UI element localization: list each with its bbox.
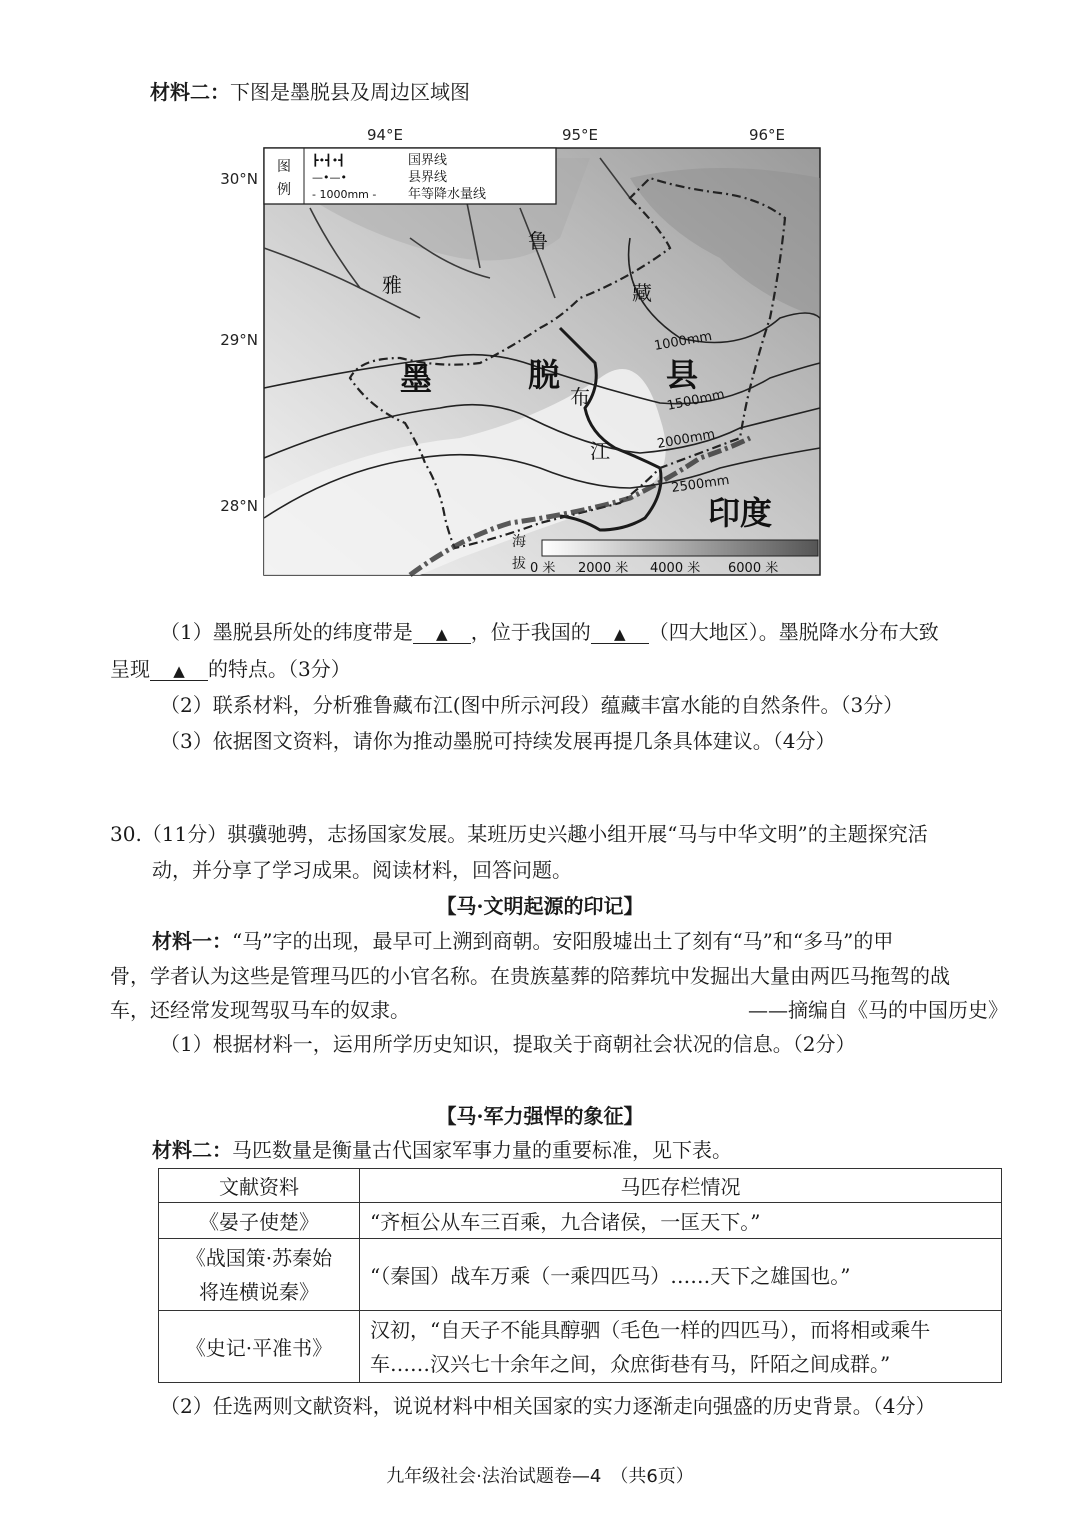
source-line: 《史记·平准书》 xyxy=(185,1336,333,1360)
q29-sub3: （3）依据图文资料，请你为推动墨脱可持续发展再提几条具体建议。（4分） xyxy=(160,729,836,753)
legend-symbol-isohyet: - 1000mm - xyxy=(312,188,377,201)
lon-label-94: 94°E xyxy=(366,126,404,144)
material2-history-label: 材料二： xyxy=(152,1138,232,1162)
map-legend xyxy=(264,148,556,204)
q30-intro-line1: 30.（11分）骐骥驰骋，志扬国家发展。某班历史兴趣小组开展“马与中华文明”的主题探究活 xyxy=(110,822,928,846)
elevation-tick-6000: 6000 米 xyxy=(728,561,779,576)
label-tuo: 脱 xyxy=(528,356,561,394)
content-line: 车……汉兴七十余年之间，众庶街巷有马，阡陌之间成群。” xyxy=(370,1351,891,1376)
isohyet-label-2500: 2500mm xyxy=(670,472,731,496)
label-xian: 县 xyxy=(666,356,699,394)
source-line: 《晏子使楚》 xyxy=(199,1210,319,1234)
q29-sub2: （2）联系材料，分析雅鲁藏布江(图中所示河段）蕴藏丰富水能的自然条件。（3分） xyxy=(160,693,904,717)
legend-label-county: 县界线 xyxy=(408,170,448,185)
material2-history-text: 马匹数量是衡量古代国家军事力量的重要标准，见下表。 xyxy=(232,1138,732,1162)
material2-label: 材料二： xyxy=(150,80,230,104)
elevation-tick-0: 0 米 xyxy=(530,561,556,576)
elevation-tick-2000: 2000 米 xyxy=(578,561,629,576)
lat-label-28: 28°N xyxy=(220,497,258,515)
lon-label-95: 95°E xyxy=(561,126,599,144)
source-line: 将连横说秦》 xyxy=(199,1279,319,1304)
material1-line2: 骨，学者认为这些是管理马匹的小官名称。在贵族墓葬的陪葬坑中发掘出大量由两匹马拖驾的战 xyxy=(110,964,950,988)
table-cell-source xyxy=(159,1311,360,1383)
table-cell-content xyxy=(360,1203,1002,1239)
q30-intro-line2: 动，并分享了学习成果。阅读材料，回答问题。 xyxy=(152,858,572,882)
answer-blank-region[interactable]: ▲ xyxy=(591,625,649,644)
label-mo: 墨 xyxy=(400,360,433,398)
legend-symbol-county: —•—• xyxy=(312,171,347,184)
isohyet-label-2000: 2000mm xyxy=(656,427,717,452)
section1-title: 【马·文明起源的印记】 xyxy=(436,894,644,918)
label-bu: 布 xyxy=(570,385,590,409)
isohyet-label-1000: 1000mm xyxy=(653,329,714,354)
answer-blank-latitude[interactable]: ▲ xyxy=(413,625,471,644)
q29-sub1-text-b: ，位于我国的 xyxy=(470,620,591,644)
q29-sub1-text-e: 的特点。（3分） xyxy=(208,657,351,681)
isohyet-label-1500: 1500mm xyxy=(665,387,726,414)
label-zang: 藏 xyxy=(632,281,652,305)
section2-title: 【马·军力强悍的象征】 xyxy=(436,1104,644,1128)
answer-blank-precipitation[interactable]: ▲ xyxy=(150,662,208,681)
material1-line3: 车，还经常发现驾驭马车的奴隶。 xyxy=(110,998,410,1022)
material2-text: 下图是墨脱县及周边区域图 xyxy=(230,80,470,104)
legend-label-national: 国界线 xyxy=(408,153,448,168)
elevation-gradient-bar xyxy=(542,540,818,556)
label-jiang: 江 xyxy=(590,439,610,463)
content-line: “（秦国）战车万乘（一乘四匹马）……天下之雄国也。” xyxy=(370,1264,851,1288)
legend-symbol-national: ┣•┫•┫ xyxy=(312,154,345,167)
table-header-source: 文献资料 xyxy=(159,1169,360,1203)
table-cell-source xyxy=(159,1203,360,1239)
material2-history-line xyxy=(152,1136,732,1164)
q30-sub1: （1）根据材料一，运用所学历史知识，提取关于商朝社会状况的信息。（2分） xyxy=(160,1032,856,1056)
content-line: 汉初，“自天子不能具醇驷（毛色一样的四匹马），而将相或乘牛 xyxy=(370,1317,931,1342)
table-header-content: 马匹存栏情况 xyxy=(360,1169,1002,1203)
table-row xyxy=(159,1311,1002,1383)
elevation-tick-4000: 4000 米 xyxy=(650,561,701,576)
material1-line1 xyxy=(152,927,893,955)
label-ya: 雅 xyxy=(382,273,402,297)
q30-sub2: （2）任选两则文献资料，说说材料中相关国家的实力逐渐走向强盛的历史背景。（4分） xyxy=(160,1394,936,1418)
q29-sub1-line1 xyxy=(160,618,939,646)
table-cell-source xyxy=(159,1239,360,1311)
lat-label-29: 29°N xyxy=(220,331,258,349)
q29-sub1-text-d: 呈现 xyxy=(110,657,150,681)
q29-sub1-line2 xyxy=(110,655,351,683)
material1-text1: “马”字的出现，最早可上溯到商朝。安阳殷墟出土了刻有“马”和“多马”的甲 xyxy=(232,929,894,953)
table-row xyxy=(159,1203,1002,1239)
label-india: 印度 xyxy=(708,494,773,532)
table-row xyxy=(159,1239,1002,1311)
lat-label-30: 30°N xyxy=(220,170,258,188)
material1-source: ——摘编自《马的中国历史》 xyxy=(748,998,1008,1022)
table-cell-content xyxy=(360,1239,1002,1311)
legend-title-2: 例 xyxy=(277,182,291,198)
material2-title xyxy=(150,78,470,106)
legend-title-1: 图 xyxy=(277,159,291,175)
elevation-title-2: 拔 xyxy=(512,556,526,572)
content-line: “齐桓公从车三百乘，九合诸侯，一匡天下。” xyxy=(370,1210,761,1234)
table-header-row xyxy=(159,1169,1002,1203)
page-footer: 九年级社会·法治试题卷—4 （共6页） xyxy=(386,1466,694,1487)
elevation-title-1: 海 xyxy=(512,534,526,550)
lon-label-96: 96°E xyxy=(748,126,786,144)
horse-records-table xyxy=(158,1168,1002,1383)
material1-label: 材料一： xyxy=(152,929,232,953)
table-cell-content xyxy=(360,1311,1002,1383)
source-line: 《战国策·苏秦始 xyxy=(185,1245,333,1270)
legend-label-isohyet: 年等降水量线 xyxy=(408,187,487,202)
q29-sub1-text-a: （1）墨脱县所处的纬度带是 xyxy=(160,620,413,644)
label-lu: 鲁 xyxy=(528,229,548,253)
q29-sub1-text-c: （四大地区）。墨脱降水分布大致 xyxy=(648,620,939,644)
motuo-map xyxy=(160,118,840,588)
